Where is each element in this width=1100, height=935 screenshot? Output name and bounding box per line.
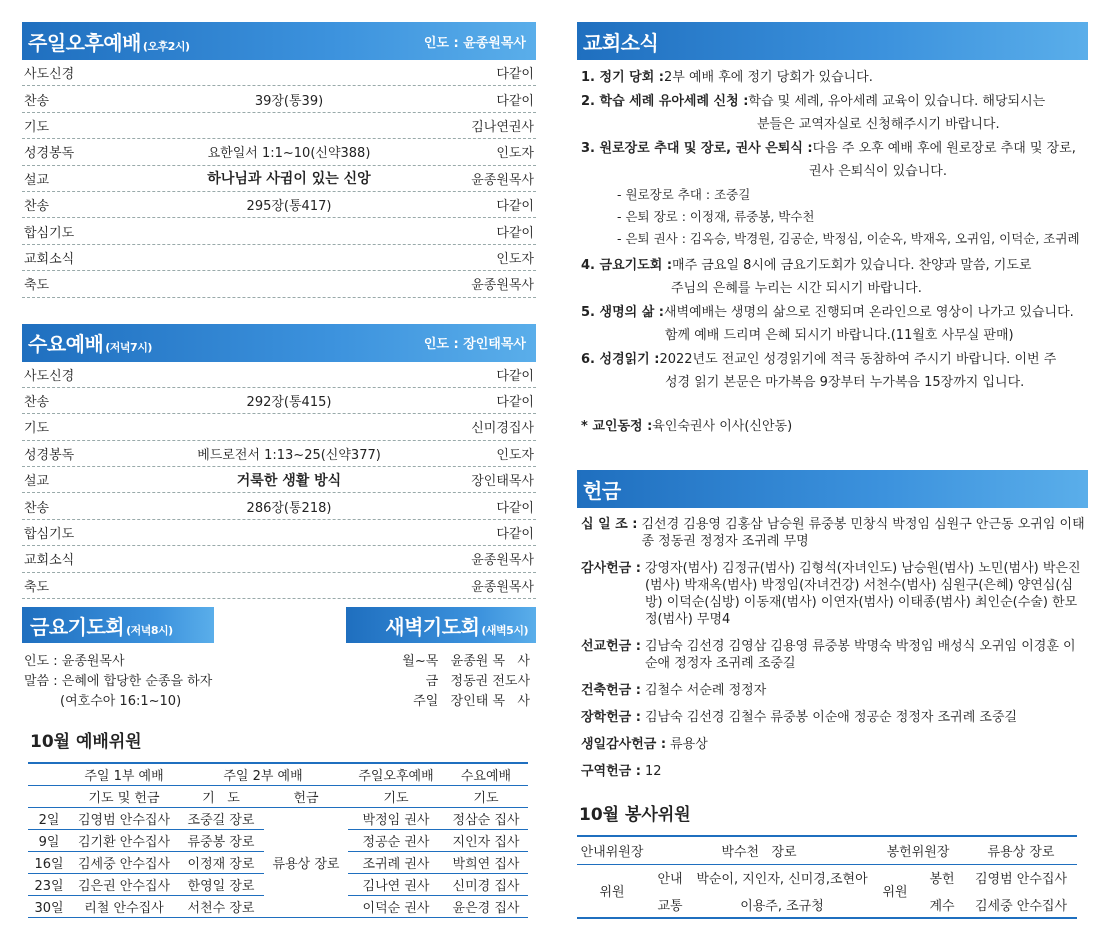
dawn-prayer-info	[402, 652, 530, 712]
table-row: 16일 김세중 안수집사 이정재 장로 조귀례 권사 박희연 집사	[28, 851, 528, 873]
offering-label: 장학헌금 :	[581, 710, 641, 725]
order-person: 다같이	[496, 500, 534, 516]
order-item: 설교	[24, 172, 50, 188]
offering-title: 헌금	[583, 478, 621, 503]
friday-prayer-header: 금요기도회 (저녁8시)	[22, 607, 214, 643]
table-row	[22, 166, 536, 192]
table-row: 2일 김영범 안수집사 조중길 장로 류용상 장로 박정임 권사 정삼순 집사	[28, 807, 528, 829]
order-item: 기도	[24, 421, 50, 437]
news-item-5: 5. 생명의 삶 : 새벽예배는 생명의 삶으로 진행되며 온라인으로 영상이 나가고 있습니다.	[581, 304, 1074, 320]
dawn-sun: 주일 장인태 목 사	[413, 694, 530, 709]
order-item: 찬송	[24, 199, 50, 215]
news-bullet-3: - 은퇴 권사 : 김옥승, 박경원, 김공순, 박정심, 이순옥, 박재옥, 오귀임, 이덕순, 조귀례	[617, 230, 1080, 246]
dawn-fri: 금 정동권 전도사	[425, 674, 530, 689]
table-row	[22, 546, 536, 572]
order-item: 축도	[24, 278, 50, 294]
friday-sermon: 말씀 : 은혜에 합당한 순종을 하자	[24, 674, 213, 689]
list-item	[581, 560, 1088, 628]
list-item	[581, 638, 1088, 672]
table-row	[22, 245, 536, 271]
news-item-1: 1. 정기 당회 : 2부 예배 후에 정기 당회가 있습니다.	[581, 70, 873, 85]
offering-list	[577, 516, 1088, 780]
order-content: 베드로전서 1:13~25(신약377)	[197, 447, 381, 463]
order-content: 하나님과 사귐이 있는 신앙	[207, 171, 371, 188]
table-row: 30일 리철 안수집사 서천수 장로 이덕순 권사 윤은경 집사	[28, 895, 528, 917]
table-row	[22, 139, 536, 165]
sunday-order-list	[22, 60, 536, 298]
friday-leader: 인도 : 윤종원목사	[24, 654, 125, 669]
order-person: 인도자	[496, 251, 534, 267]
list-item	[581, 682, 1088, 699]
order-item: 교회소식	[24, 251, 75, 267]
offering-label: 십 일 조 :	[581, 517, 638, 532]
offering-names: 김선경 김용영 김홍삼 남승원 류중봉 민창식 박정임 심원구 안근동 오귀임 이태종 정동권 정정자 조귀례 무명	[641, 517, 1085, 549]
offering-label: 선교헌금 :	[581, 639, 641, 654]
dawn-mon-thu: 월~목 윤종원 목 사	[402, 654, 530, 669]
worship-committee	[22, 727, 536, 918]
dawn-prayer-header: 새벽기도회 (새벽5시)	[346, 607, 536, 643]
offering-all: 류용상 장로	[264, 807, 348, 917]
news-item-3: 3. 원로장로 추대 및 장로, 권사 은퇴식 : 다음 주 오후 예배 후에 원로장로 추대 및 장로,	[581, 140, 1076, 156]
list-item	[581, 763, 1088, 780]
order-item: 찬송	[24, 500, 50, 516]
offering-names: 김남숙 김선경 김철수 류중봉 이순애 정공순 정정자 조귀례 조중길	[644, 710, 1018, 725]
friday-prayer-info	[24, 652, 284, 712]
order-item: 합심기도	[24, 527, 75, 543]
news-item-6: 6. 성경읽기 : 2022년도 전교인 성경읽기에 적극 동참하여 주시기 바랍니다. 이번 주	[581, 351, 1057, 367]
order-person: 다같이	[496, 395, 534, 411]
list-item	[581, 516, 1088, 550]
order-person: 다같이	[496, 527, 534, 543]
order-item: 사도신경	[24, 67, 75, 83]
order-content: 요한일서 1:1~10(신약388)	[207, 146, 371, 162]
order-content: 39장(통39)	[254, 93, 324, 109]
order-content: 286장(통218)	[246, 500, 332, 516]
order-person: 다같이	[496, 93, 534, 109]
offering-names: 김남숙 김선경 김영삼 김용영 류중봉 박명숙 박정임 배성식 오귀임 이경훈 이순애 정정자 조귀례 조중길	[644, 639, 1076, 671]
sunday-worship-title: 주일오후예배 (오후2시)	[28, 30, 190, 55]
table-row	[22, 573, 536, 599]
order-person: 인도자	[496, 146, 534, 162]
offering-names: 김철수 서순례 정정자	[644, 683, 767, 698]
church-news-list: 1. 정기 당회 : 2부 예배 후에 정기 당회가 있습니다. 2. 학습 세례 유아세례 신청 : 학습 및 세례, 유아세례 교육이 있습니다. 해당되시는 분들은 교역자실로 신청해주시기 바랍니다. 3. 원로장로 추대 및 장로, 권사 은퇴식 : 다음 주 오후 예배 후에 원로장로 추대 및 장로, 권사 은퇴식이 있습니다. - 원로장로 추대 : 조중길 - 은퇴 장로 : 이정재, 류중봉, 박수천 - 은퇴 권사 : 김옥승, 박경원, 김공순, 박정심, 이순옥, 박재옥, 오귀임, 이덕순, 조귀례 4. 금요기도회 : 매주 금요일 8시에 금요기도회가 있습니다. 찬양과 말씀, 기도로 주님의 은혜를 누리는 시간 되시기 바랍니다. 5. 생명의 삶 : 새벽예배는 생명의 삶으로 진행되며 온라인으로 영상이 나가고 있습니다. 함께 예배 드리며 은혜 되시기 바랍니다.(11월호 사무실 판매) 6. 성경읽기 : 2022년도 전교인 성경읽기에 적극 동참하여 주시기 바랍니다. 이번 주 성경 읽기 본문은 마가복음 9장부터 누가복음 15장까지 입니다. * 교인동정 : 육인숙권사 이사(신안동)	[577, 66, 1088, 438]
order-content: 거룩한 생활 방식	[236, 472, 342, 489]
table-row	[22, 493, 536, 519]
table-row	[22, 113, 536, 139]
order-person: 장인태목사	[471, 474, 534, 490]
member-news: * 교인동정 : 육인숙권사 이사(신안동)	[581, 418, 793, 434]
table-row	[22, 86, 536, 112]
table-row	[22, 388, 536, 414]
table-row	[22, 520, 536, 546]
order-item: 사도신경	[24, 368, 75, 384]
list-item	[581, 709, 1088, 726]
service-committee-title: 10월 봉사위원	[579, 805, 691, 825]
table-row	[22, 218, 536, 244]
order-content: 292장(통415)	[246, 395, 332, 411]
offering-header	[577, 470, 1088, 508]
service-committee	[577, 800, 1088, 919]
right-column	[577, 22, 1088, 914]
table-row: 23일 김은권 안수집사 한영일 장로 김나연 권사 신미경 집사	[28, 873, 528, 895]
offering-section	[577, 470, 1088, 790]
wednesday-worship-leader: 인도 : 장인태목사	[423, 337, 526, 353]
order-person: 인도자	[496, 447, 534, 463]
service-committee-table: 안내위원장 박수천 장로 봉헌위원장 류용상 장로 위원 안내 박순이, 지인자, 신미경,조현아 위원 봉헌 김영범 안수집사 교통 이용주, 조규청 계수 김세중 안수집사	[577, 835, 1077, 919]
order-person: 다같이	[496, 225, 534, 241]
news-bullet-2: - 은퇴 장로 : 이정재, 류중봉, 박수천	[617, 208, 815, 224]
worship-committee-title: 10월 예배위원	[30, 732, 142, 752]
table-row	[22, 467, 536, 493]
news-item-4: 4. 금요기도회 : 매주 금요일 8시에 금요기도회가 있습니다. 찬양과 말씀, 기도로	[581, 257, 1032, 273]
news-item-2: 2. 학습 세례 유아세례 신청 : 학습 및 세례, 유아세례 교육이 있습니다. 해당되시는	[581, 93, 1046, 109]
offering-label: 생일감사헌금 :	[581, 737, 667, 752]
order-item: 찬송	[24, 395, 50, 411]
list-item	[581, 736, 1088, 753]
order-item: 성경봉독	[24, 146, 75, 162]
order-person: 다같이	[496, 199, 534, 215]
order-content: 295장(통417)	[246, 199, 332, 215]
table-row	[22, 192, 536, 218]
order-person: 윤종원목사	[471, 172, 534, 188]
worship-committee-table: 주일 1부 예배 주일 2부 예배 주일오후예배 수요예배 기도 및 헌금 기 도 헌금 기도 기도 2일 김영범 안수집사 조중길 장로 류용상 장로 박정임 권사 정삼순 집사 9일 김기환 안수집사 류중봉 장로 정공순 권사 지인자 집사 16일 김세중 안수집사 이정재 장로 조귀례 권사 박희연 집사 23일 김은권 안수집사 한영일 장로 김나연 권사 신미경 집사 30일 리철 안수집사 서천수 장로 이덕순 권사 윤은경 집사	[28, 762, 528, 918]
wednesday-order-list	[22, 362, 536, 600]
offering-label: 건축헌금 :	[581, 683, 641, 698]
wednesday-worship-header	[22, 324, 536, 362]
church-news-header	[577, 22, 1088, 60]
friday-scripture: (여호수아 16:1~10)	[60, 694, 182, 709]
news-bullet-1: - 원로장로 추대 : 조중길	[617, 186, 751, 202]
order-item: 교회소식	[24, 553, 75, 569]
left-column	[22, 22, 536, 916]
table-row	[22, 441, 536, 467]
table-row	[22, 271, 536, 297]
offering-names: 12	[644, 764, 662, 779]
table-row	[22, 362, 536, 388]
offering-label: 감사헌금 :	[581, 561, 641, 576]
offering-names: 강영자(범사) 김정규(범사) 김형석(자녀인도) 남승원(범사) 노민(범사) 박은진(범사) 박재옥(범사) 박정임(자녀건강) 서천수(범사) 심원구(은혜) 양연심(심방) 이덕순(심방) 이동재(범사) 이연자(범사) 이태종(범사) 최인순(수술) 한모정(범사) 무명4	[644, 561, 1081, 627]
order-person: 김나연권사	[471, 119, 534, 135]
order-item: 축도	[24, 579, 50, 595]
sunday-worship-leader: 인도 : 윤종원목사	[423, 35, 526, 51]
order-item: 기도	[24, 119, 50, 135]
church-news-title: 교회소식	[583, 30, 659, 55]
table-row	[22, 414, 536, 440]
order-person: 윤종원목사	[471, 579, 534, 595]
order-person: 윤종원목사	[471, 553, 534, 569]
order-item: 성경봉독	[24, 447, 75, 463]
sunday-worship-header	[22, 22, 536, 60]
order-person: 다같이	[496, 67, 534, 83]
order-item: 설교	[24, 474, 50, 490]
offering-names: 류용상	[670, 737, 708, 752]
table-row	[22, 60, 536, 86]
order-person: 윤종원목사	[471, 278, 534, 294]
order-person: 다같이	[496, 368, 534, 384]
order-item: 찬송	[24, 93, 50, 109]
table-row: 9일 김기환 안수집사 류중봉 장로 정공순 권사 지인자 집사	[28, 829, 528, 851]
wednesday-worship-title: 수요예배 (저녁7시)	[28, 332, 152, 357]
offering-label: 구역헌금 :	[581, 764, 641, 779]
order-person: 신미경집사	[471, 421, 534, 437]
order-item: 합심기도	[24, 225, 75, 241]
